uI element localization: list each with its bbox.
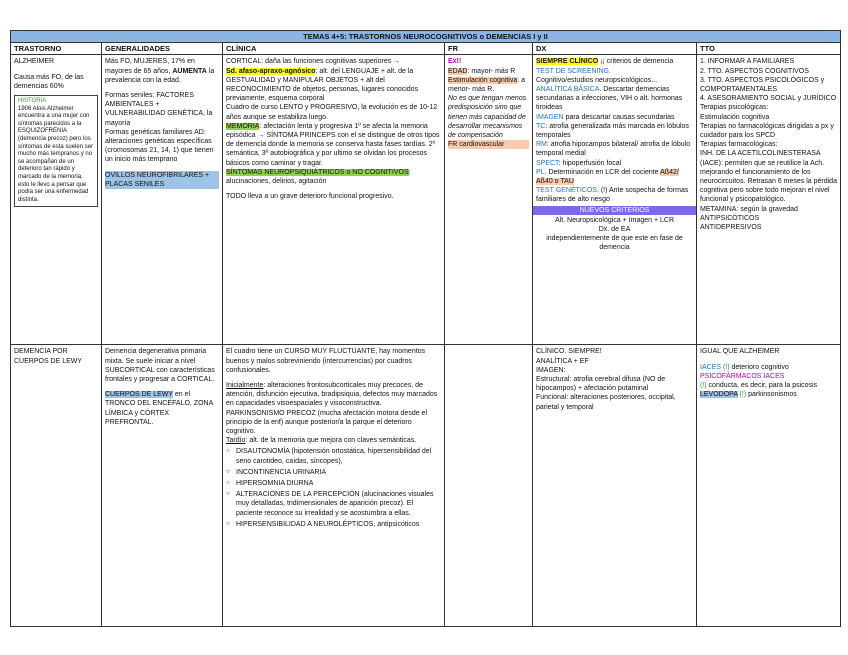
dx-paragraph-8: SPECT: hipoperfusión focal (536, 159, 622, 167)
dx-paragraph-2: ANALÍTICA + EF (536, 357, 589, 365)
fr-note: No es que tengan menos predisposición sino que tienen más capacidad de desarrollar mecanismos de compensación (448, 95, 527, 140)
clin-paragraph-5: SÍNTOMAS NEUROPSIQUIÁTRICOS o NO COGNITIVOS: alucinaciones, delirios, agitación (226, 168, 411, 186)
cell-lewy-generalidades (102, 345, 223, 627)
tto-farma-4: ANTIDEPRESIVOS (700, 224, 762, 232)
tto-item-2: 2. TTO. ASPECTOS COGNITIVOS (700, 67, 809, 75)
dx-paragraph-4: ANALÍTICA BÁSICA. Descartar demencias secundarias a infecciones, VIH o alt. hormonas tiroideas (536, 86, 683, 112)
tto-farma-3: ANTIPSICÓTICOS (700, 214, 760, 222)
history-text: 1906 Alois Alzheimer encuentra a una mujer con síntomas parecidos a la ESQUIZOFRENIA (demencia precoz) pero los síntomas de esta suelen ser mucho más tempranos y no se acompañan de un deterioro tan rápido y marcado de la memoria, esto le llevo a pensar que podía ser una enfermedad distinta. (18, 105, 94, 203)
clin-paragraph-4: MEMORIA: afectación lenta y progresiva 1º se afecta la memoria episódica → SÍNTOMA PRINCEPS con el se distingue de otros tipos de demencia donde la memoria se conserva hasta fases tardías. 2º semántica, 3º autobiográfica y por ultimo se olvidan los procesos básicos como caminar y tragar. (226, 122, 440, 167)
disorder-name: DEMENCIA POR CUERPOS DE LEWY (14, 348, 83, 365)
nuevos-criterios-banner: NUEVOS CRITERIOS (533, 206, 696, 215)
gen-paragraph-1: Demencia degenerativa primaria mixta. Se suele iniciar a nivel SUBCORTICAL con características frontales y progresar a CORTICAL. (105, 348, 215, 384)
tto-psico-1: Estimulación cognitiva (700, 113, 770, 121)
list-item: ○ HIPERSOMNIA DIURNA (236, 479, 441, 488)
disorder-name: ALZHEIMER (14, 58, 55, 66)
dx-paragraph-3: IMAGEN: (536, 366, 566, 374)
fr-edad: EDAD: mayor- más R (448, 67, 516, 75)
clin-paragraph-3: Cuadro de curso LENTO y PROGRESIVO, la evolución es de 10-12 años aunque se estabiliza luego. (226, 104, 438, 121)
table-row-lewy (11, 345, 841, 627)
fr-cardiovascular: FR cardiovascular (448, 140, 529, 149)
header-fr: FR (445, 43, 533, 55)
tto-farma-2: METAMINA: según la gravedad (700, 205, 798, 213)
table-title: TEMAS 4+5: TRASTORNOS NEUROCOGNITIVOS o DEMENCIAS I y II (11, 31, 841, 43)
fr-estimulacion: Estimulación cognitiva: a menor- más R. (448, 76, 526, 94)
dx-paragraph-11: Alt. Neuropsicológica + Imagen + LCR (554, 216, 675, 224)
dx-paragraph-5: Funcional: alteraciones posteriores, occipital, parietal y temporal (536, 394, 676, 411)
dx-paragraph-2: TEST DE SCREENING. (536, 67, 611, 75)
fr-ex: Ex!! (448, 58, 462, 66)
cell-lewy-clinica (223, 345, 445, 627)
cell-alzheimer-clinica (223, 55, 445, 345)
list-item: ○ ALTERACIONES DE LA PERCEPCIÓN (alucinaciones visuales muy detalladas, tridimensionales de aparición precoz). El paciente reconoce su irrealidad y se acostumbra a ellas. (236, 490, 441, 518)
clin-paragraph-3: PARKINSONISMO PRECOZ (mucha afectación motora desde el principio de la enf) aunque posterior/a la parque el deterioro cognitivo. (226, 409, 427, 436)
dx-paragraph-13: independientemente de que este en fase de demencia (546, 235, 683, 252)
dx-paragraph-4: Estructural: atrofia cerebral difusa (NO de hipocampos) + afectación putaminal (536, 376, 666, 393)
tto-paragraph-3: PSICOFÁRMACOS IACES (700, 372, 785, 380)
header-generalidades: GENERALIDADES (102, 43, 223, 55)
tto-item-3: 3. TTO. ASPECTOS PSICOLÓGICOS y COMPORTAMENTALES (700, 76, 825, 94)
cell-lewy-fr (445, 345, 533, 627)
clinica-bullet-list (226, 447, 441, 529)
table-title-row (11, 31, 841, 43)
disorder-cause: Causa más FO, de las demencias 60% (14, 73, 84, 90)
tto-paragraph-4: (!) conducta, es decir, para la psicosis (700, 382, 818, 390)
tto-paragraph-1: IGUAL QUE ALZHEIMER (700, 348, 780, 356)
cell-alzheimer-dx (533, 55, 697, 345)
tto-item-4: 4. ASESORAMIENTO SOCIAL y JURÍDICO (700, 95, 837, 103)
gen-paragraph-2: Formas seniles: FACTORES AMBIENTALES + VULNERABILIDAD GENÉTICA, la mayoría (105, 92, 213, 127)
list-item: ○ INCONTINENCIA URINARIA (236, 468, 441, 477)
header-dx: DX (533, 43, 697, 55)
header-tto: TTO (697, 43, 841, 55)
clin-paragraph-1: CORTICAL: daña las funciones cognitivas superiores → (226, 58, 401, 66)
gen-paragraph-1: Más FO, MUJERES, 17% en mayores de 65 años, AUMENTA la prevalencia con la edad. (105, 58, 215, 84)
dx-paragraph-9: PL. Determinación en LCR del cociente Aß42/ Aß40 o TAU (536, 168, 679, 186)
tto-farma-1: INH. DE LA ACETILCOLINESTERASA (IACE): permiten que se reutilice la Ach. mejorando el funcionamiento de los neurocircuitos. Retrasan 6 meses la pérdida cognitiva pero sobre todo mejoran el nivel funcional y psicopatológico. (700, 150, 837, 204)
list-item: ○ HIPERSENSIBILIDAD A NEUROLÉPTICOS, antipsicóticos (236, 520, 441, 529)
dx-paragraph-10: TEST GENÉTICOS. (!) Ante sospecha de formas familiares de alto riesgo (536, 187, 689, 204)
clin-paragraph-6: TODO lleva a un grave deterioro funcional progresivo. (226, 193, 394, 201)
dx-paragraph-5: IMAGEN para descartar causas secundarias (536, 113, 675, 121)
tto-farma-title: Terapias farmacológicas: (700, 141, 778, 149)
cell-lewy-tto (697, 345, 841, 627)
tto-item-1: 1. INFORMAR A FAMILIARES (700, 58, 795, 66)
cell-alzheimer-fr (445, 55, 533, 345)
gen-paragraph-3: Formas genéticas familiares AD: alteraciones genéticas específicas (cromosomas 21, 14, 1) que tienen un inicio más temprano (105, 128, 214, 164)
tto-paragraph-5: LEVODOPA (!) parkinsonismos (700, 391, 797, 399)
cell-alzheimer-trastorno (11, 55, 102, 345)
dx-paragraph-1: CLÍNICO. SIEMPRE! (536, 348, 602, 356)
tto-psico-2: Terapias no farmacológicas dirigidas a px y cuidador para los SPCD (700, 122, 834, 140)
dx-paragraph-7: RM: atrofia hipocampos bilateral/ atrofia de lóbulo temporal medial (536, 141, 691, 158)
header-row (11, 43, 841, 55)
clin-paragraph-2: Inicialmente: alteraciones frontosubcorticales muy precoces, de atención, disfunción ejecutiva, bradipsiquia, defectos muy marcados en capacidades visoespaciales y visoconstructiva. (226, 382, 438, 408)
cell-lewy-trastorno (11, 345, 102, 627)
clin-paragraph-1: El cuadro tiene un CURSO MUY FLUCTUANTE, hay momentos buenos y malos sobreviniendo (intercurrencias) por cuadros confusionales. (226, 348, 426, 374)
cell-lewy-dx (533, 345, 697, 627)
tto-paragraph-2: IACES (!) deterioro cognitivo (700, 363, 789, 371)
history-title: HISTORIA (18, 98, 47, 105)
header-clinica: CLÍNICA (223, 43, 445, 55)
gen-paragraph-4: OVILLOS NEUROFIBRILARES + PLACAS SENILES (105, 171, 219, 189)
gen-paragraph-2: CUERPOS DE LEWY en el TRONCO DEL ENCÉFALO, ZONA LÍMBICA y CÓRTEX PREFRONTAL. (105, 391, 213, 426)
summary-table (10, 30, 841, 627)
dx-paragraph-12: Dx. de EA (598, 226, 631, 234)
clin-paragraph-4: Tardío: alt. de la memoria que mejora con claves semánticas. (226, 437, 417, 445)
dx-paragraph-1: SIEMPRE CLÍNICO ¡¡ criterios de demencia (536, 58, 674, 66)
dx-paragraph-6: TC: atrofia generalizada más marcada en lóbulos temporales (536, 122, 689, 140)
cell-alzheimer-generalidades (102, 55, 223, 345)
clin-paragraph-2: Sd. afaso-apraxo-agnósico: alt. del LENGUAJE + alt. de la GESTUALIDAD y MANIPULAR OBJETOS + alt del RECONOCIMIENTO de objetos, personas, lugares conocidos previamente, esquema corporal (226, 67, 419, 103)
history-box (14, 95, 98, 207)
tto-psico-title: Terapias psicológicas: (700, 104, 769, 112)
cell-alzheimer-tto (697, 55, 841, 345)
header-trastorno: TRASTORNO (11, 43, 102, 55)
table-row-alzheimer (11, 55, 841, 345)
dx-paragraph-3: Cognitivo/estudios neuropsicológicos… (536, 76, 659, 84)
list-item: ○ DISAUTONOMÍA (hipotensión ortostática, hipersensibilidad del seno carotideo, caídas, síncopes), (236, 447, 441, 465)
document-page (10, 30, 840, 627)
